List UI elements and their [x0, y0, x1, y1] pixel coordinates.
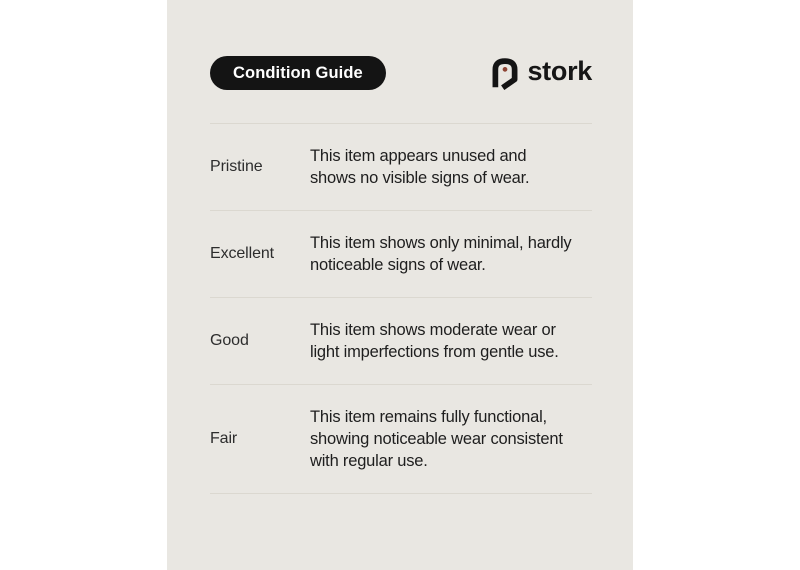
condition-row — [210, 384, 592, 493]
stork-wordmark: stork — [527, 56, 592, 86]
condition-list — [210, 123, 592, 494]
condition-label: Good — [210, 332, 249, 349]
condition-description: This item shows only minimal, hardly noticeable signs of wear. — [310, 234, 572, 274]
condition-row — [210, 210, 592, 297]
condition-row — [210, 123, 592, 210]
condition-description: This item appears unused and shows no visible signs of wear. — [310, 147, 530, 187]
condition-row — [210, 297, 592, 384]
condition-label: Pristine — [210, 158, 263, 175]
card-header — [210, 55, 592, 91]
condition-description: This item remains fully functional, showing noticeable wear consistent with regular use. — [310, 408, 563, 470]
condition-guide-card — [167, 0, 633, 570]
stork-logo-icon — [490, 57, 520, 90]
condition-guide-badge: Condition Guide — [210, 56, 386, 90]
condition-label: Fair — [210, 430, 238, 447]
stork-brand-logo — [490, 57, 592, 90]
condition-description: This item shows moderate wear or light imperfections from gentle use. — [310, 321, 559, 361]
condition-label: Excellent — [210, 245, 275, 262]
